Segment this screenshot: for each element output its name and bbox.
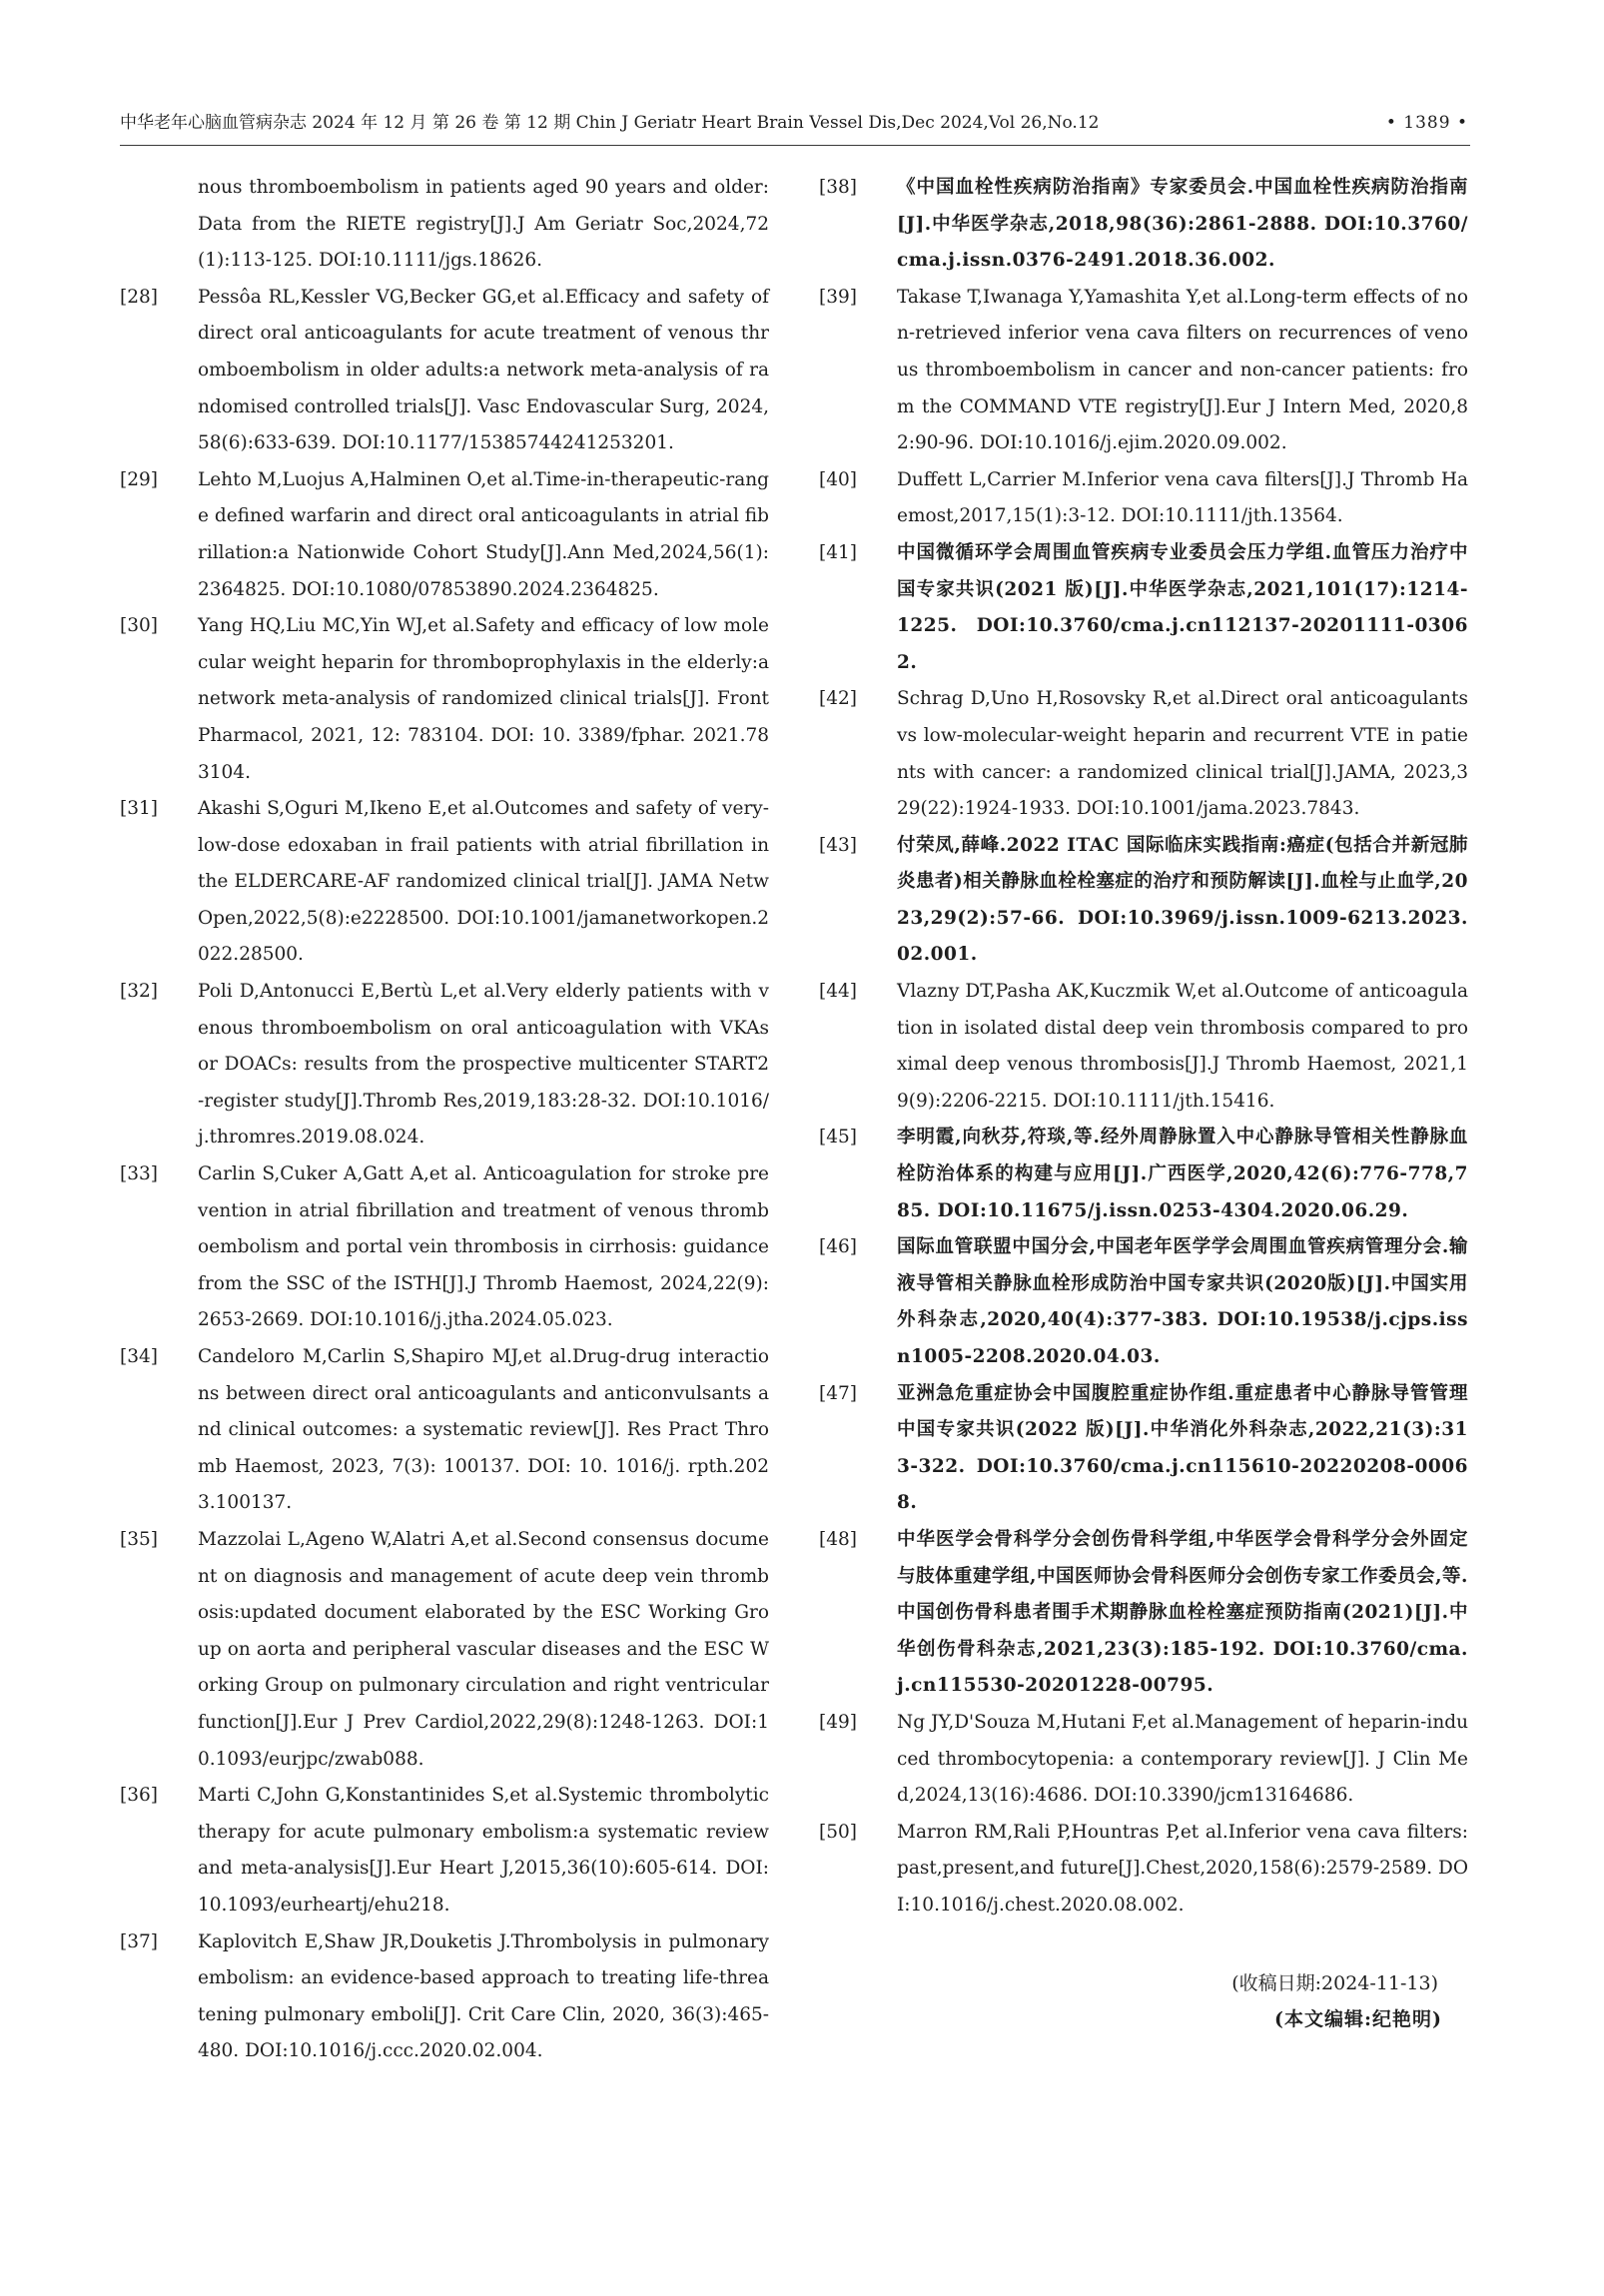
reference-number: [32] xyxy=(120,981,158,1003)
reference-text: nous thromboembolism in patients aged 90 years and older: Data from the RIETE registry[J].J Am Geriatr Soc,2024,72(1):113-125. DOI:10.1111/jgs.18626. xyxy=(198,177,769,272)
reference-number: [37] xyxy=(120,1930,158,1952)
reference-number: [44] xyxy=(819,981,857,1003)
reference-entry xyxy=(819,462,1468,535)
reference-entry xyxy=(819,681,1468,827)
reference-entry xyxy=(120,791,769,974)
reference-number: [34] xyxy=(120,1346,158,1367)
reference-number: [46] xyxy=(819,1236,857,1258)
reference-number: [30] xyxy=(120,615,158,637)
reference-number: [28] xyxy=(120,286,158,308)
received-date: (收稿日期:2024-11-13) xyxy=(1231,1972,1438,1994)
reference-number: [31] xyxy=(120,798,158,820)
reference-text: Lehto M,Luojus A,Halminen O,et al.Time-in-therapeutic-range defined warfarin and direct oral anticoagulants in atrial fibrillation:a Nationwide Cohort Study[J].Ann Med,2024,56(1):2364825. DOI:10.1080/07853890.2024.2364825. xyxy=(198,468,769,600)
reference-text: Marti C,John G,Konstantinides S,et al.Systemic thrombolytic therapy for acute pulmonary embolism:a systematic review and meta-analysis[J].Eur Heart J,2015,36(10):605-614. DOI:10.1093/eurheartj/ehu218. xyxy=(198,1785,769,1915)
reference-text: Duffett L,Carrier M.Inferior vena cava filters[J].J Thromb Haemost,2017,15(1):3-12. DOI:10.1111/jth.13564. xyxy=(897,468,1468,527)
reference-number: [40] xyxy=(819,468,857,490)
reference-text: 中华医学会骨科学分会创伤骨科学组,中华医学会骨科学分会外固定与肢体重建学组,中国医师协会骨科医师分会创伤专家工作委员会,等.中国创伤骨科患者围手术期静脉血栓栓塞症预防指南(2021)[J].中华创伤骨科杂志,2021,23(3):185-192. DOI:10.3760/cma.j.cn115530-20201228-00795. xyxy=(897,1528,1468,1697)
reference-text: Akashi S,Oguri M,Ikeno E,et al.Outcomes and safety of very-low-dose edoxaban in frail patients with atrial fibrillation in the ELDERCARE-AF randomized clinical trial[J]. JAMA Netw Open,2022,5(8):e2228500. DOI:10.1001/jamanetworkopen.2022.28500. xyxy=(198,798,769,966)
reference-entry xyxy=(819,1229,1468,1375)
running-header xyxy=(120,103,1468,143)
reference-entry xyxy=(819,1120,1468,1229)
reference-entry xyxy=(120,1522,769,1778)
reference-number: [45] xyxy=(819,1127,857,1148)
reference-number: [39] xyxy=(819,286,857,308)
reference-text: Ng JY,D'Souza M,Hutani F,et al.Management of heparin-induced thrombocytopenia: a contemporary review[J]. J Clin Med,2024,13(16):4686. DOI:10.3390/jcm13164686. xyxy=(897,1711,1468,1807)
reference-text: Yang HQ,Liu MC,Yin WJ,et al.Safety and efficacy of low molecular weight heparin for thromboprophylaxis in the elderly:a network meta-analysis of randomized clinical trials[J]. Front Pharmacol, 2021, 12: 783104. DOI: 10. 3389/fphar. 2021.783104. xyxy=(198,615,769,783)
reference-entry xyxy=(819,280,1468,462)
reference-entry xyxy=(120,280,769,462)
reference-text: Schrag D,Uno H,Rosovsky R,et al.Direct oral anticoagulants vs low-molecular-weight heparin and recurrent VTE in patients with cancer: a randomized clinical trial[J].JAMA, 2023,329(22):1924-1933. DOI:10.1001/jama.2023.7843. xyxy=(897,688,1468,820)
reference-entry xyxy=(819,1522,1468,1705)
reference-entry xyxy=(120,1924,769,2070)
reference-text: 国际血管联盟中国分会,中国老年医学学会周围血管疾病管理分会.输液导管相关静脉血栓形成防治中国专家共识(2020版)[J].中国实用外科杂志,2020,40(4):377-383. DOI:10.19538/j.cjps.issn1005-2208.2020.04.03. xyxy=(897,1236,1468,1367)
reference-number: [38] xyxy=(819,177,857,198)
reference-entry xyxy=(120,974,769,1156)
reference-text: Takase T,Iwanaga Y,Yamashita Y,et al.Long-term effects of non-retrieved inferior vena cava filters on recurrences of venous thromboembolism in cancer and non-cancer patients: from the COMMAND VTE registry[J].Eur J Intern Med, 2020,82:90-96. DOI:10.1016/j.ejim.2020.09.002. xyxy=(897,286,1468,454)
reference-number: [48] xyxy=(819,1528,857,1550)
reference-text: 李明霞,向秋芬,符琰,等.经外周静脉置入中心静脉导管相关性静脉血栓防治体系的构建与应用[J].广西医学,2020,42(6):776-778,785. DOI:10.11675/j.issn.0253-4304.2020.06.29. xyxy=(897,1127,1468,1221)
reference-entry xyxy=(819,1376,1468,1522)
reference-number: [35] xyxy=(120,1528,158,1550)
reference-number: [43] xyxy=(819,834,857,856)
reference-number: [50] xyxy=(819,1821,857,1843)
editor-credit: (本文编辑:纪艳明) xyxy=(1274,2008,1442,2030)
reference-number: [33] xyxy=(120,1163,158,1185)
reference-text: Mazzolai L,Ageno W,Alatri A,et al.Second consensus document on diagnosis and management of acute deep vein thrombosis:updated document elaborated by the ESC Working Group on aorta and peripheral vascular diseases and the ESC Working Group on pulmonary circulation and right ventricular function[J].Eur J Prev Cardiol,2022,29(8):1248-1263. DOI:10.1093/eurjpc/zwab088. xyxy=(198,1528,769,1770)
reference-text: 中国微循环学会周围血管疾病专业委员会压力学组.血管压力治疗中国专家共识(2021 版)[J].中华医学杂志,2021,101(17):1214-1225. DOI:10.3760/cma.j.cn112137-20201111-03062. xyxy=(897,541,1468,673)
reference-entry xyxy=(819,974,1468,1120)
page-number: • 1389 • xyxy=(1385,113,1468,133)
reference-entry xyxy=(819,535,1468,681)
reference-text: 付荣凤,薛峰.2022 ITAC 国际临床实践指南:癌症(包括合并新冠肺炎患者)相关静脉血栓栓塞症的治疗和预防解读[J].血栓与止血学,2023,29(2):57-66. DOI:10.3969/j.issn.1009-6213.2023.02.001. xyxy=(897,834,1468,966)
reference-entry xyxy=(819,1705,1468,1815)
reference-text: Vlazny DT,Pasha AK,Kuczmik W,et al.Outcome of anticoagulation in isolated distal deep vein thrombosis compared to proximal deep venous thrombosis[J].J Thromb Haemost, 2021,19(9):2206-2215. DOI:10.1111/jth.15416. xyxy=(897,981,1468,1112)
reference-text: 亚洲急危重症协会中国腹腔重症协作组.重症患者中心静脉导管管理中国专家共识(2022 版)[J].中华消化外科杂志,2022,21(3):313-322. DOI:10.3760/cma.j.cn115610-20220208-00068. xyxy=(897,1382,1468,1514)
journal-citation-line: 中华老年心脑血管病杂志 2024 年 12 月 第 26 卷 第 12 期 Chin J Geriatr Heart Brain Vessel Dis,Dec 2024,Vol 26,No.12 xyxy=(120,113,1100,133)
closing-notes xyxy=(819,1965,1478,2037)
reference-number: [29] xyxy=(120,468,158,490)
reference-number: [47] xyxy=(819,1382,857,1404)
reference-number: [36] xyxy=(120,1785,158,1807)
reference-entry xyxy=(819,828,1468,974)
reference-text: Pessôa RL,Kessler VG,Becker GG,et al.Efficacy and safety of direct oral anticoagulants for acute treatment of venous thromboembolism in older adults:a network meta-analysis of randomised controlled trials[J]. Vasc Endovascular Surg, 2024,58(6):633-639. DOI:10.1177/15385744241253201. xyxy=(198,286,769,454)
reference-entry xyxy=(120,608,769,791)
reference-number: [49] xyxy=(819,1711,857,1733)
reference-entry xyxy=(120,1156,769,1339)
reference-entry xyxy=(120,462,769,608)
reference-text: Candeloro M,Carlin S,Shapiro MJ,et al.Drug-drug interactions between direct oral anticoagulants and anticonvulsants and clinical outcomes: a systematic review[J]. Res Pract Thromb Haemost, 2023, 7(3): 100137. DOI: 10. 1016/j. rpth.2023.100137. xyxy=(198,1346,769,1514)
reference-entry-continued xyxy=(120,170,769,280)
reference-number: [41] xyxy=(819,541,857,563)
reference-text: Carlin S,Cuker A,Gatt A,et al. Anticoagulation for stroke prevention in atrial fibrillation and treatment of venous thromboembolism and portal vein thrombosis in cirrhosis: guidance from the SSC of the ISTH[J].J Thromb Haemost, 2024,22(9):2653-2669. DOI:10.1016/j.jtha.2024.05.023. xyxy=(198,1163,769,1331)
reference-entry xyxy=(120,1339,769,1522)
reference-column-left xyxy=(120,170,769,2070)
reference-column-right xyxy=(819,170,1468,1924)
reference-text: Poli D,Antonucci E,Bertù L,et al.Very elderly patients with venous thromboembolism on oral anticoagulation with VKAs or DOACs: results from the prospective multicenter START2-register study[J].Thromb Res,2019,183:28-32. DOI:10.1016/j.thromres.2019.08.024. xyxy=(198,981,769,1148)
reference-entry xyxy=(819,1815,1468,1924)
reference-entry xyxy=(819,170,1468,280)
reference-entry xyxy=(120,1778,769,1923)
reference-text: 《中国血栓性疾病防治指南》专家委员会.中国血栓性疾病防治指南[J].中华医学杂志,2018,98(36):2861-2888. DOI:10.3760/cma.j.issn.0376-2491.2018.36.002. xyxy=(897,177,1468,272)
header-rule xyxy=(120,145,1470,146)
reference-number: [42] xyxy=(819,688,857,710)
reference-text: Marron RM,Rali P,Hountras P,et al.Inferior vena cava filters:past,present,and future[J].Chest,2020,158(6):2579-2589. DOI:10.1016/j.chest.2020.08.002. xyxy=(897,1821,1469,1915)
reference-text: Kaplovitch E,Shaw JR,Douketis J.Thrombolysis in pulmonary embolism: an evidence-based approach to treating life-threatening pulmonary emboli[J]. Crit Care Clin, 2020, 36(3):465-480. DOI:10.1016/j.ccc.2020.02.004. xyxy=(198,1930,769,2062)
